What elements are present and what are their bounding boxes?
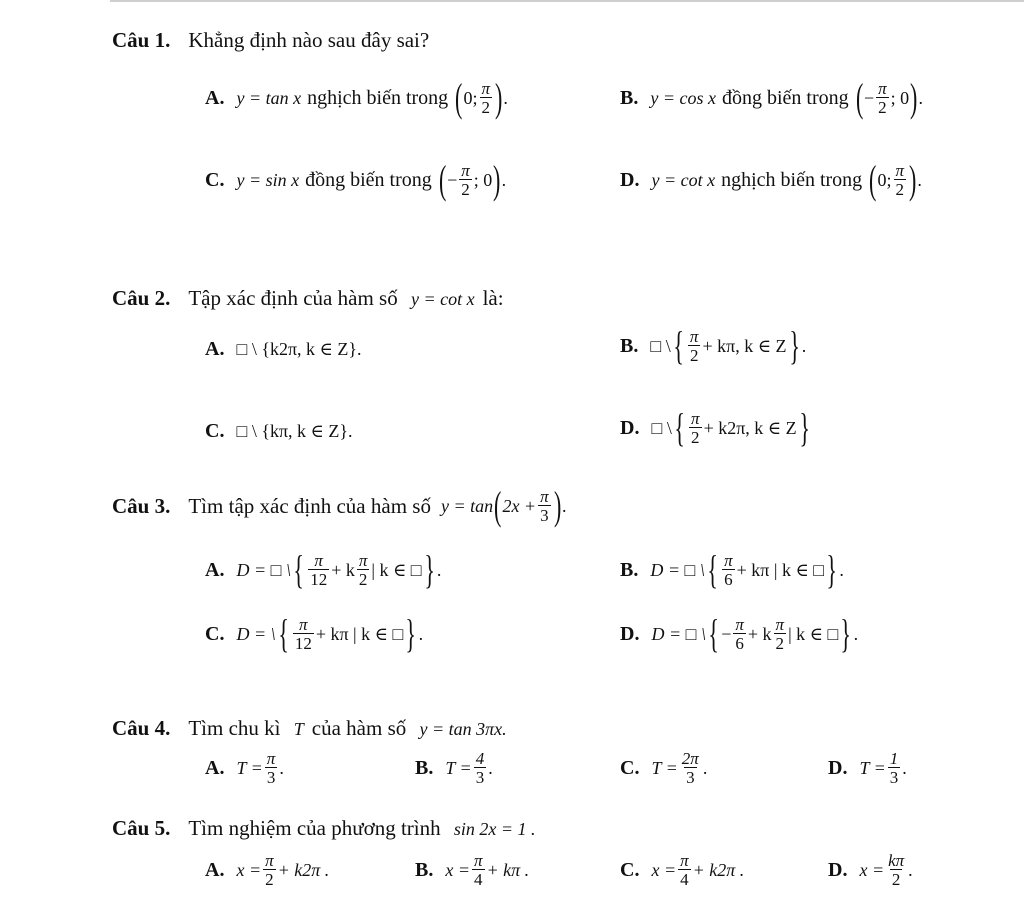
question-4: [112, 716, 507, 741]
q3-option-c-set: D = \ { $\frac{\pi}{12}$ + kπ | k ∈ □ } .: [236, 611, 424, 656]
q1-option-b: [620, 75, 923, 120]
q1-option-a-key: A.: [205, 86, 225, 109]
q5-option-c: [620, 852, 744, 888]
q5-option-a-key: A.: [205, 858, 225, 881]
q2-option-b-key: B.: [620, 334, 639, 357]
q2-option-b: [620, 323, 807, 368]
question-2-label: Câu 2.: [112, 286, 171, 310]
q3-option-d-set: D = □ \ { − $\frac{\pi}{6}$ + k $\frac{\pi}{2}$ | k ∈ □ } .: [651, 611, 859, 656]
question-2-function: y = cot x: [410, 289, 475, 309]
q2-option-a-key: A.: [205, 338, 225, 360]
q1-option-c-key: C.: [205, 168, 225, 191]
question-1: [112, 28, 429, 53]
q1-option-b-text: đồng biến trong: [721, 86, 849, 109]
question-4-text2: của hàm số: [311, 716, 407, 740]
question-4-text: Tìm chu kì: [188, 716, 281, 740]
q4-option-a-key: A.: [205, 756, 225, 779]
q1-option-d-function: y = cot x: [651, 169, 716, 190]
q5-option-d-key: D.: [828, 858, 848, 881]
question-3-text: Tìm tập xác định của hàm số: [188, 493, 431, 518]
question-1-label: Câu 1.: [112, 28, 171, 52]
q5-option-a-value: x = $\frac{\pi}{2}$ + k2π .: [236, 851, 330, 889]
q3-option-d-key: D.: [620, 622, 640, 645]
q1-option-a-function: y = tan x: [236, 87, 302, 108]
q4-option-a-value: T = $\frac{\pi}{3}$ .: [236, 749, 284, 787]
q1-option-b-interval: ( − $\frac{\pi}{2}$ ; 0 ) .: [855, 75, 923, 120]
question-2-tail: là:: [482, 286, 504, 310]
q2-option-a-set: □ \ {k2π, k ∈ Z}.: [236, 339, 362, 359]
q1-option-a: [205, 75, 508, 120]
q4-option-b-key: B.: [415, 756, 434, 779]
question-3-function: y = tan ( 2x + $\frac{\pi}{3}$ ) .: [440, 483, 567, 528]
q3-option-b-key: B.: [620, 558, 639, 581]
question-3-label: Câu 3.: [112, 493, 171, 518]
question-5-label: Câu 5.: [112, 816, 171, 840]
question-1-text: Khẳng định nào sau đây sai?: [188, 28, 430, 52]
q2-option-c-key: C.: [205, 420, 225, 442]
question-4-function: y = tan 3πx.: [419, 719, 507, 739]
q5-option-b-key: B.: [415, 858, 434, 881]
question-2: [112, 286, 504, 311]
q4-option-c-value: T = $\frac{2\pi}{3}$ .: [651, 749, 708, 787]
question-2-text: Tập xác định của hàm số: [188, 286, 398, 310]
q4-option-b-value: T = $\frac{4}{3}$ .: [445, 749, 493, 787]
q4-option-c-key: C.: [620, 756, 640, 779]
q5-option-c-key: C.: [620, 858, 640, 881]
question-3: [112, 483, 567, 528]
q1-option-c-function: y = sin x: [236, 169, 300, 190]
q5-option-a: [205, 852, 329, 888]
q1-option-a-interval: ( 0; $\frac{\pi}{2}$ ) .: [455, 75, 508, 120]
q1-option-b-key: B.: [620, 86, 639, 109]
q3-option-d: [620, 611, 859, 656]
q5-option-d-value: x = $\frac{k\pi}{2}$ .: [859, 851, 913, 889]
q3-option-c: [205, 611, 424, 656]
q5-option-b-value: x = $\frac{\pi}{4}$ + kπ .: [445, 851, 530, 889]
q1-option-c-interval: ( − $\frac{\pi}{2}$ ; 0 ) .: [438, 157, 507, 202]
q4-option-d-key: D.: [828, 756, 848, 779]
q2-option-c-set: □ \ {kπ, k ∈ Z}.: [236, 421, 353, 441]
question-4-label: Câu 4.: [112, 716, 171, 740]
q1-option-c: [205, 157, 507, 202]
q2-option-c: [205, 420, 353, 443]
q3-option-a: [205, 547, 442, 592]
top-divider: [110, 0, 1024, 2]
question-4-variable: T: [293, 719, 304, 739]
q1-option-b-function: y = cos x: [650, 87, 716, 108]
q5-option-c-value: x = $\frac{\pi}{4}$ + k2π .: [651, 851, 745, 889]
q1-option-d-text: nghịch biến trong: [721, 168, 863, 191]
q2-option-b-set: □ \ { $\frac{\pi}{2}$ + kπ, k ∈ Z } .: [650, 323, 807, 368]
q2-option-d-key: D.: [620, 416, 640, 439]
q1-option-d-interval: ( 0; $\frac{\pi}{2}$ ) .: [869, 157, 922, 202]
q3-option-b-set: D = □ \ { $\frac{\pi}{6}$ + kπ | k ∈ □ } .: [650, 547, 844, 592]
q3-option-a-set: D = □ \ { $\frac{\pi}{12}$ + k $\frac{\pi}{2}$ | k ∈ □ } .: [236, 547, 442, 592]
question-5-text: Tìm nghiệm của phương trình: [188, 816, 441, 840]
question-5: [112, 816, 536, 841]
q3-option-b: [620, 547, 844, 592]
q5-option-b: [415, 852, 529, 888]
q1-option-a-text: nghịch biến trong: [307, 86, 449, 109]
q1-option-d-key: D.: [620, 168, 640, 191]
q4-option-d: [828, 750, 907, 786]
q2-option-a: [205, 338, 362, 361]
q2-option-d-set: □ \ { $\frac{\pi}{2}$ + k2π, k ∈ Z }: [651, 405, 810, 450]
q2-option-d: [620, 405, 812, 450]
q5-option-d: [828, 852, 913, 888]
q4-option-b: [415, 750, 493, 786]
q4-option-d-value: T = $\frac{1}{3}$ .: [859, 749, 907, 787]
question-5-equation: sin 2x = 1 .: [453, 819, 536, 839]
q3-option-a-key: A.: [205, 558, 225, 581]
q4-option-a: [205, 750, 284, 786]
q3-option-c-key: C.: [205, 622, 225, 645]
q1-option-c-text: đồng biến trong: [305, 168, 432, 191]
q1-option-d: [620, 157, 922, 202]
q4-option-c: [620, 750, 707, 786]
